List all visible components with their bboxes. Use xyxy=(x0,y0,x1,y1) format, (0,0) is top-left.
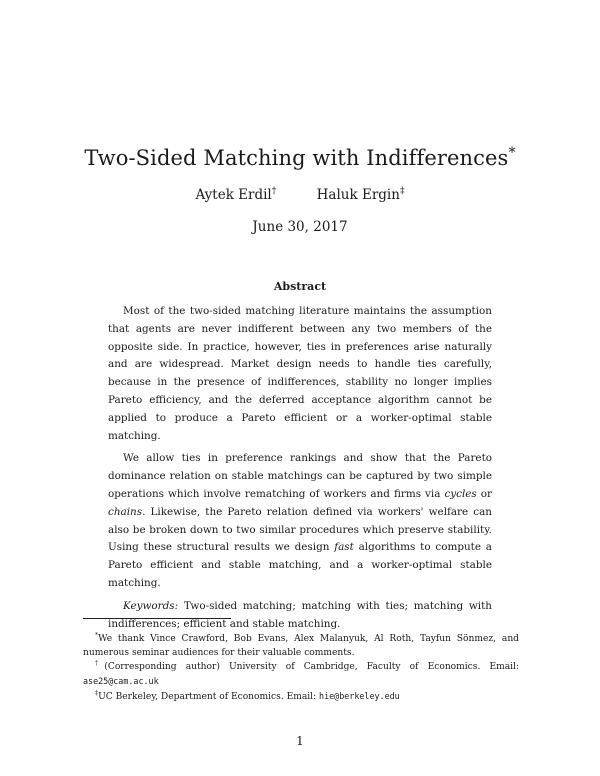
abstract-p2-text-c: . Likewise, the Pareto relation defined via workers' welfare can also be broken down to two similar procedures which preserve stability. Using these structural results we design xyxy=(108,505,492,554)
abstract-paragraph-2 xyxy=(108,450,492,592)
title-text: Two-Sided Matching with Indifferences xyxy=(84,146,509,170)
abstract-p2-em-cycles: cycles xyxy=(444,487,477,500)
abstract-body xyxy=(108,303,492,638)
author-list xyxy=(0,187,600,203)
paper-date: June 30, 2017 xyxy=(252,219,348,235)
abstract-p2-text-a: We allow ties in preference rankings and show that the Pareto dominance relation on stable matchings can be captured by two simple operations which involve rematching of workers and firms via xyxy=(108,452,492,500)
abstract-p2-em-fast: fast xyxy=(334,541,354,554)
footnote-3 xyxy=(83,689,519,704)
footnote-2 xyxy=(83,660,519,689)
author-2-mark: ‡ xyxy=(399,185,405,197)
footnote-2-mark: † xyxy=(95,659,105,667)
footnote-1-text: We thank Vince Crawford, Bob Evans, Alex Malanyuk, Al Roth, Tayfun Sönmez, and numerous seminar audiences for their valuable comments. xyxy=(83,634,519,658)
footnote-rule xyxy=(83,618,231,619)
footnote-2-text: (Corresponding author) University of Cambridge, Faculty of Economics. Email: xyxy=(104,662,520,672)
author-1 xyxy=(195,187,276,203)
keywords-label: Keywords: xyxy=(123,599,179,612)
keywords-paragraph xyxy=(108,598,492,634)
paper-title xyxy=(0,146,600,170)
footnotes xyxy=(83,632,519,704)
footnote-3-text: UC Berkeley, Department of Economics. Email: xyxy=(98,692,320,702)
abstract-p2-em-chains: chains xyxy=(108,505,143,518)
footnote-3-mark: ‡ xyxy=(95,689,99,697)
author-2 xyxy=(317,187,405,203)
footnote-3-email[interactable]: hie@berkeley.edu xyxy=(319,691,400,701)
footnote-1 xyxy=(83,632,519,660)
abstract-p2-text-b: or xyxy=(476,487,492,500)
author-2-name: Haluk Ergin xyxy=(316,187,400,203)
title-footnote-mark: * xyxy=(508,145,516,161)
abstract-paragraph-1: Most of the two-sided matching literature maintains the assumption that agents are never indifferent between any two members of the opposite side. In practice, however, ties in preferences arise naturally and are widespread. Market design needs to handle ties carefully, because in the presence of indifferences, stability no longer implies Pareto efficiency, and the deferred acceptance algorithm cannot be applied to produce a Pareto efficient or a worker-optimal stable matching. xyxy=(108,305,492,442)
author-1-name: Aytek Erdil xyxy=(195,187,272,203)
page-number: 1 xyxy=(296,734,304,748)
abstract-heading: Abstract xyxy=(273,280,327,293)
keywords-text: Two-sided matching; matching with ties; matching with indifferences; efficient and stable matching. xyxy=(108,599,492,630)
footnote-2-email[interactable]: ase25@cam.ac.uk xyxy=(83,676,159,686)
footnote-1-mark: * xyxy=(95,631,99,639)
author-1-mark: † xyxy=(271,185,277,197)
abstract-p2-text-d: algorithms to compute a Pareto efficient and stable matching, and a worker-optimal stable matching. xyxy=(108,541,492,589)
